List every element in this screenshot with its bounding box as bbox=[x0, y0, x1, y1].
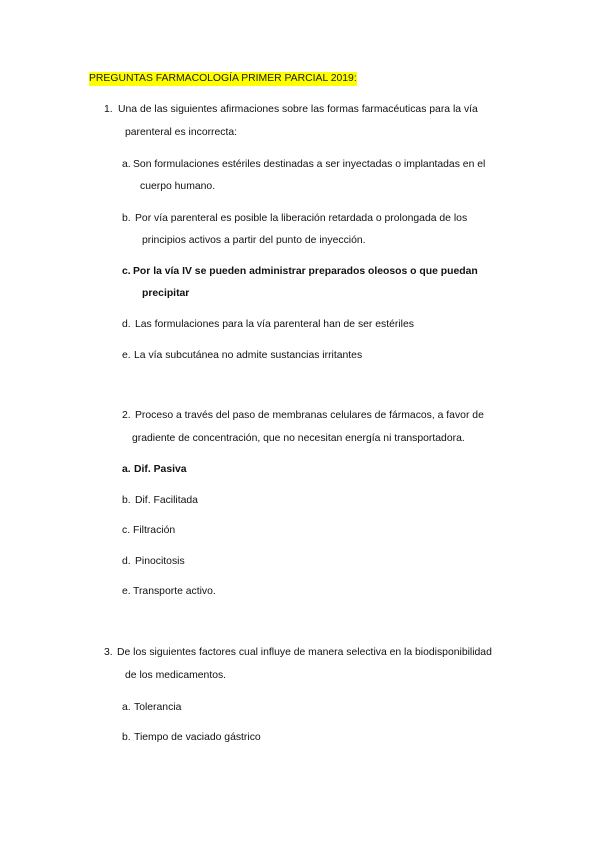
question-text-line: gradiente de concentración, que no necesitan energía ni transportadora. bbox=[132, 433, 465, 444]
option-text-line: La vía subcutánea no admite sustancias irritantes bbox=[134, 350, 363, 361]
question-text-line: Una de las siguientes afirmaciones sobre las formas farmacéuticas para la vía bbox=[118, 104, 478, 115]
option-text-line: Por vía parenteral es posible la liberación retardada o prolongada de los bbox=[135, 213, 468, 224]
option-letter: a. bbox=[122, 464, 131, 475]
question-number: 3. bbox=[104, 647, 113, 658]
option-letter: d. bbox=[122, 556, 131, 567]
option-letter: e. bbox=[122, 350, 131, 361]
option-text-line: Tiempo de vaciado gástrico bbox=[134, 732, 261, 743]
option-text-line: Dif. Facilitada bbox=[135, 495, 198, 506]
option-text-line: Las formulaciones para la vía parenteral han de ser estériles bbox=[135, 319, 414, 330]
option-text-line: Dif. Pasiva bbox=[134, 464, 187, 475]
option-text-line: precipitar bbox=[142, 288, 190, 299]
option-text-line: Filtración bbox=[133, 525, 176, 536]
option-letter: b. bbox=[122, 495, 131, 506]
option-letter: e. bbox=[122, 586, 131, 597]
option-text-line: Por la vía IV se pueden administrar preparados oleosos o que puedan bbox=[133, 266, 478, 277]
document-title: PREGUNTAS FARMACOLOGÍA PRIMER PARCIAL 2019: bbox=[89, 73, 357, 84]
question-text-line: parenteral es incorrecta: bbox=[125, 127, 238, 138]
option-text-line: cuerpo humano. bbox=[140, 181, 216, 192]
option-text-line: Son formulaciones estériles destinadas a ser inyectadas o implantadas en el bbox=[133, 159, 486, 170]
option-letter: b. bbox=[122, 732, 131, 743]
option-text-line: Transporte activo. bbox=[133, 586, 216, 597]
option-letter: a. bbox=[122, 702, 131, 713]
option-letter: c. bbox=[122, 525, 131, 536]
option-text-line: Tolerancia bbox=[134, 702, 182, 713]
option-text-line: Pinocitosis bbox=[135, 556, 185, 567]
option-letter: c. bbox=[122, 266, 131, 277]
question-number: 1. bbox=[104, 104, 113, 115]
question-number: 2. bbox=[122, 410, 131, 421]
question-text-line: Proceso a través del paso de membranas celulares de fármacos, a favor de bbox=[135, 410, 484, 421]
option-letter: a. bbox=[122, 159, 131, 170]
option-text-line: principios activos a partir del punto de inyección. bbox=[142, 235, 366, 246]
question-text-line: De los siguientes factores cual influye de manera selectiva en la biodisponibilidad bbox=[117, 647, 492, 658]
question-text-line: de los medicamentos. bbox=[125, 670, 227, 681]
option-letter: d. bbox=[122, 319, 131, 330]
option-letter: b. bbox=[122, 213, 131, 224]
